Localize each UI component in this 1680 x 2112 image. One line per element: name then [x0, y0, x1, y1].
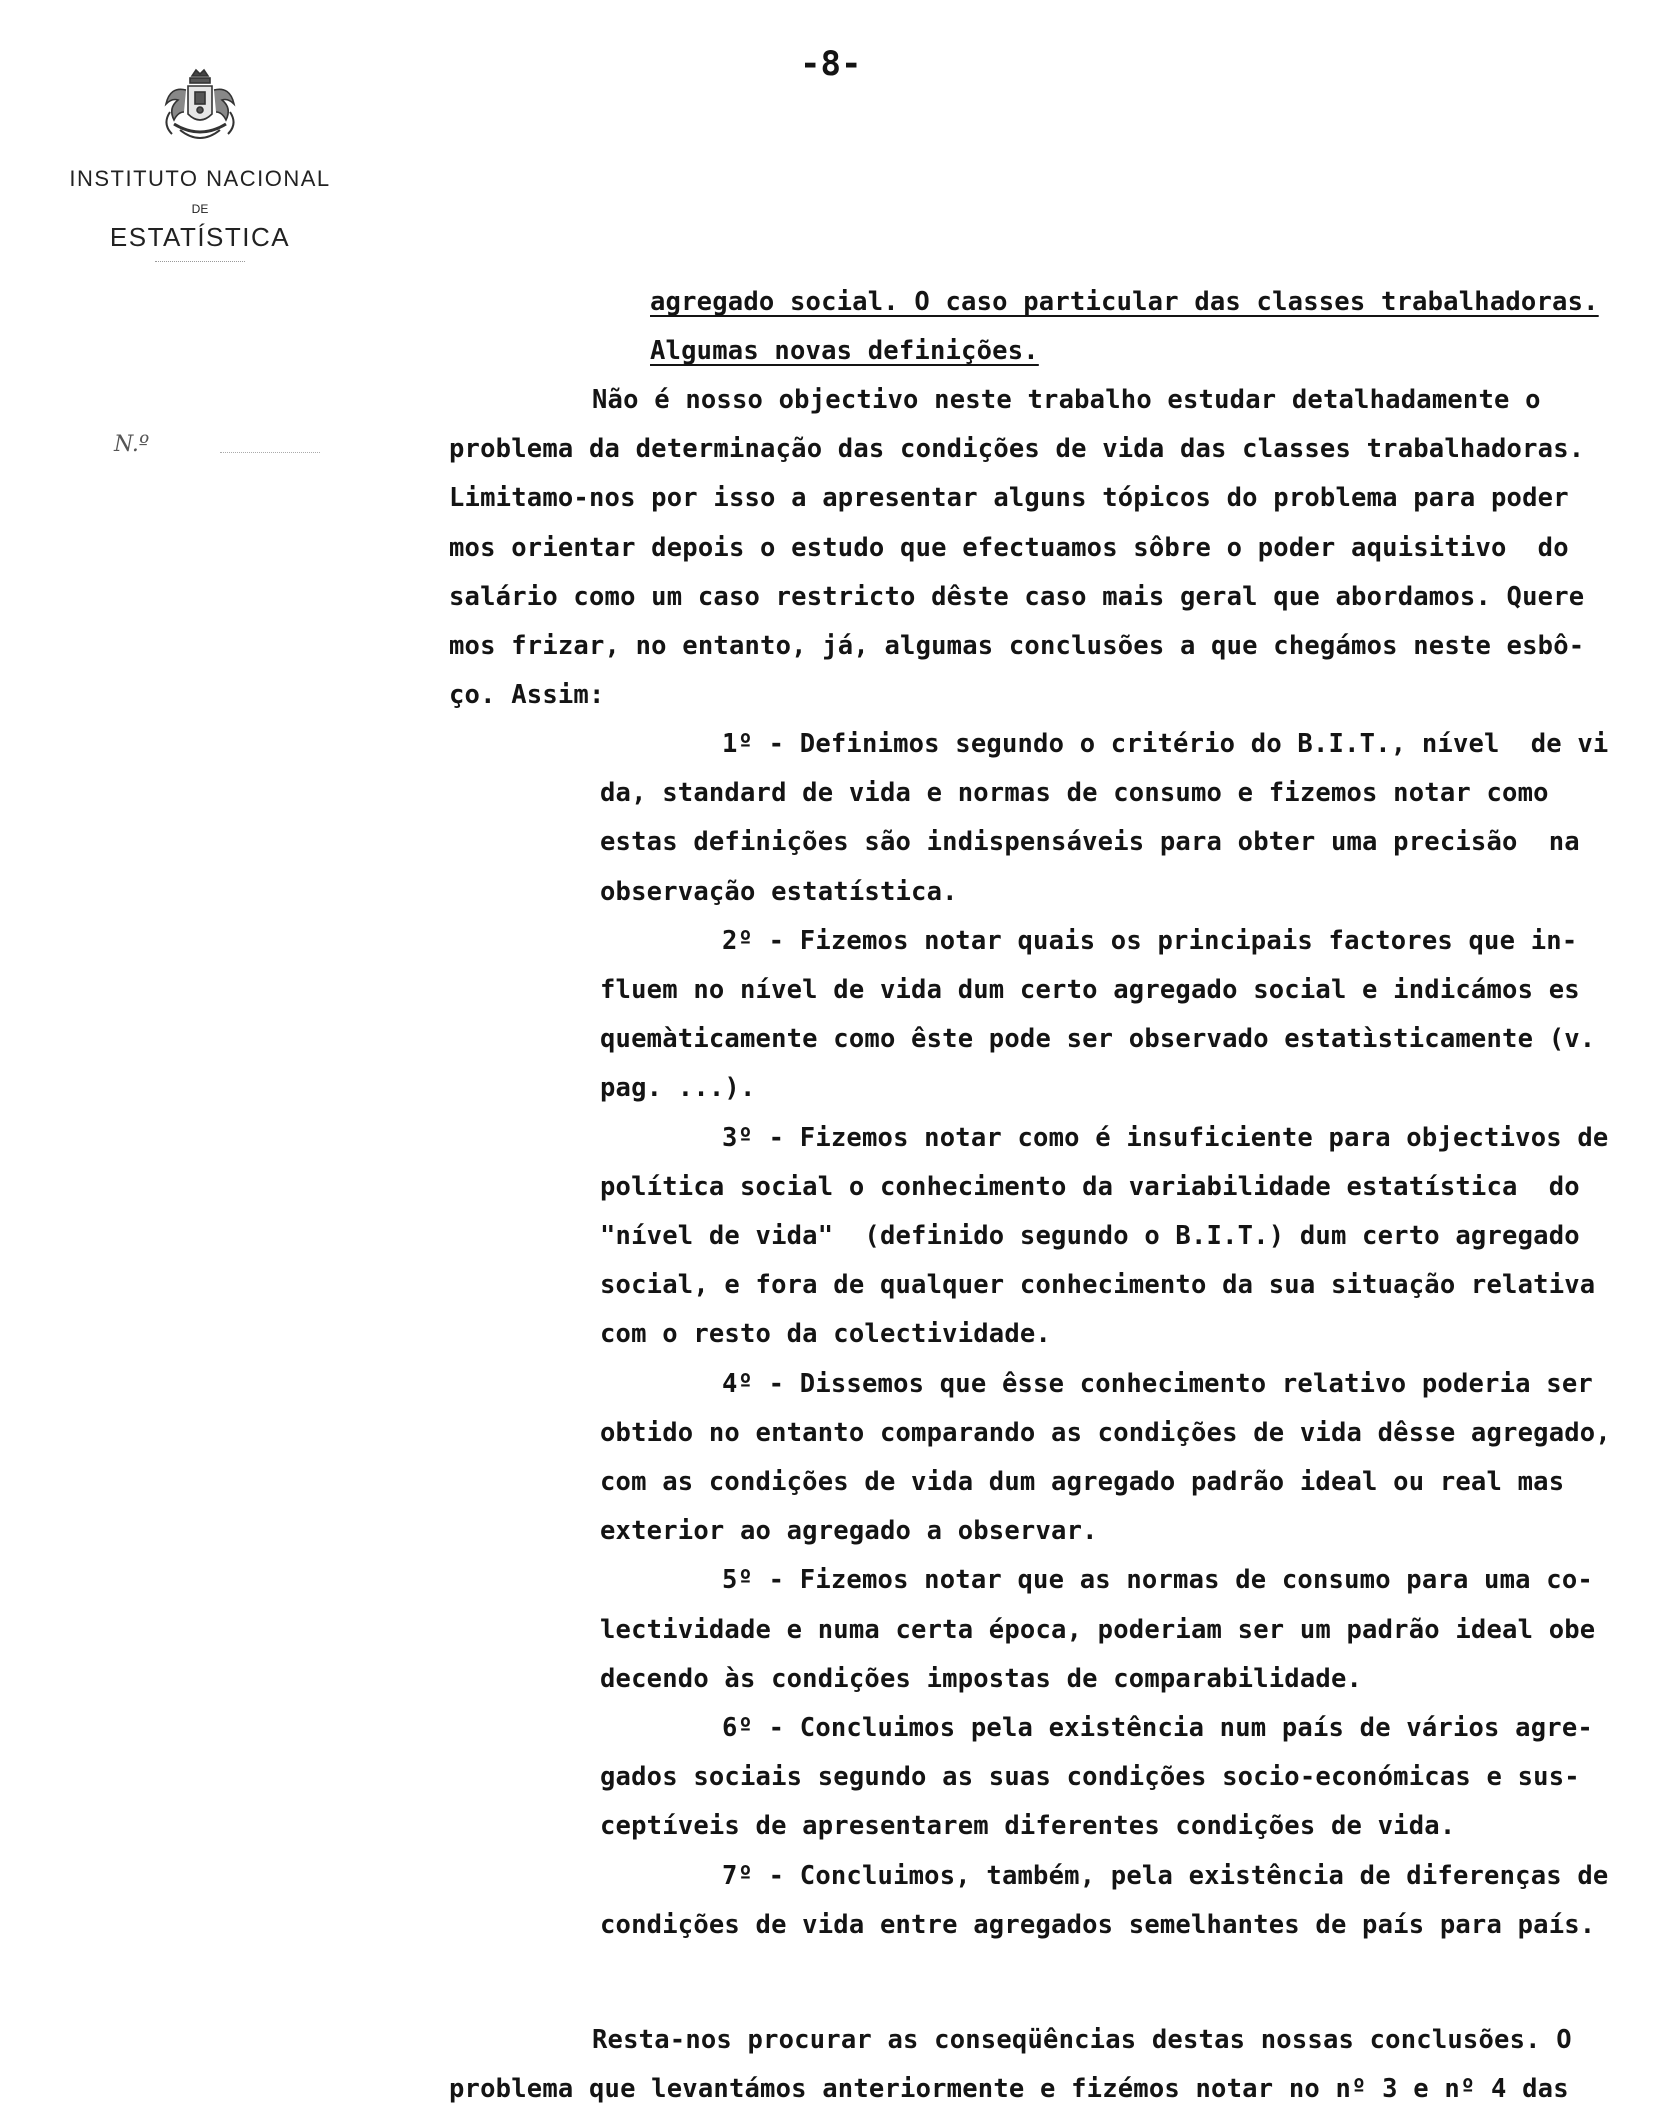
list-item-line: 3º - Fizemos notar como é insuficiente para objectivos de — [722, 1122, 1609, 1153]
page-number: -8- — [800, 44, 862, 84]
list-item-line: estas definições são indispensáveis para obter uma precisão na — [600, 827, 1580, 858]
list-item-line: 1º - Definimos segundo o critério do B.I.T., nível de vi — [722, 729, 1609, 759]
list-item-line: exterior ao agregado a observar. — [600, 1516, 1098, 1547]
list-item-line: social, e fora de qualquer conhecimento da sua situação relativa — [600, 1270, 1596, 1301]
list-item-line: decendo às condições impostas de comparabilidade. — [600, 1663, 1363, 1694]
list-item-line: ceptíveis de apresentarem diferentes condições de vida. — [600, 1811, 1456, 1842]
list-item-line: observação estatística. — [600, 876, 958, 907]
list-item-line: condições de vida entre agregados semelhantes de país para país. — [600, 1909, 1596, 1940]
list-item-line: gados sociais segundo as suas condições socio-económicas e sus- — [600, 1762, 1580, 1793]
reference-number-label: N.º — [114, 432, 150, 457]
institution-name: INSTITUTO NACIONAL — [69, 166, 331, 191]
list-item-line: 4º - Dissemos que êsse conhecimento relativo poderia ser — [722, 1368, 1593, 1399]
list-item-line: fluem no nível de vida dum certo agregado social e indicámos es — [600, 975, 1580, 1005]
list-item-line: 5º - Fizemos notar que as normas de consumo para uma co- — [722, 1565, 1593, 1596]
paragraph-line: problema da determinação das condições de vida das classes trabalhadoras. — [449, 434, 1585, 465]
list-item-line: 7º - Concluimos, também, pela existência de diferenças de — [722, 1860, 1609, 1891]
paragraph-line: problema que levantámos anteriormente e fizémos notar no nº 3 e nº 4 das — [449, 2074, 1569, 2105]
paragraph-line: mos frizar, no entanto, já, algumas conclusões a que chegámos neste esbô- — [449, 631, 1585, 661]
list-item-line: da, standard de vida e normas de consumo e fizemos notar como — [600, 778, 1549, 809]
paragraph-line: Não é nosso objectivo neste trabalho estudar detalhadamente o — [592, 385, 1541, 415]
list-item-line: 6º - Concluimos pela existência num país de vários agre- — [722, 1713, 1593, 1743]
institution-subtitle: ESTATÍSTICA — [109, 222, 291, 252]
paragraph-line: Resta-nos procurar as conseqüências destas nossas conclusões. O — [592, 2025, 1572, 2055]
list-item-line: obtido no entanto comparando as condições de vida dêsse agregado, — [600, 1417, 1611, 1448]
paragraph-line: salário como um caso restricto dêste caso mais geral que abordamos. Quere — [449, 581, 1585, 612]
paragraph-line: Limitamo-nos por isso a apresentar alguns tópicos do problema para poder — [449, 483, 1569, 514]
list-item-line: quemàticamente como êste pode ser observado estatìsticamente (v. — [600, 1024, 1596, 1055]
paragraph-line: ço. Assim: — [449, 680, 605, 711]
institution-connector: DE — [191, 202, 209, 216]
list-item-line: 2º - Fizemos notar quais os principais factores que in- — [722, 925, 1578, 956]
list-item-line: pag. ...). — [600, 1073, 756, 1104]
list-item-line: política social o conhecimento da variabilidade estatística do — [600, 1171, 1580, 1202]
paragraph-line: mos orientar depois o estudo que efectuamos sôbre o poder aquisitivo do — [449, 532, 1569, 563]
section-heading-line: Algumas novas definições. — [650, 336, 1039, 366]
list-item-line: lectividade e numa certa época, poderiam ser um padrão ideal obe — [600, 1614, 1596, 1645]
list-item-line: "nível de vida" (definido segundo o B.I.T.) dum certo agregado — [600, 1221, 1580, 1251]
section-heading-line: agregado social. O caso particular das classes trabalhadoras. — [650, 287, 1599, 317]
list-item-line: com o resto da colectividade. — [600, 1319, 1052, 1350]
list-item-line: com as condições de vida dum agregado padrão ideal ou real mas — [600, 1467, 1565, 1497]
